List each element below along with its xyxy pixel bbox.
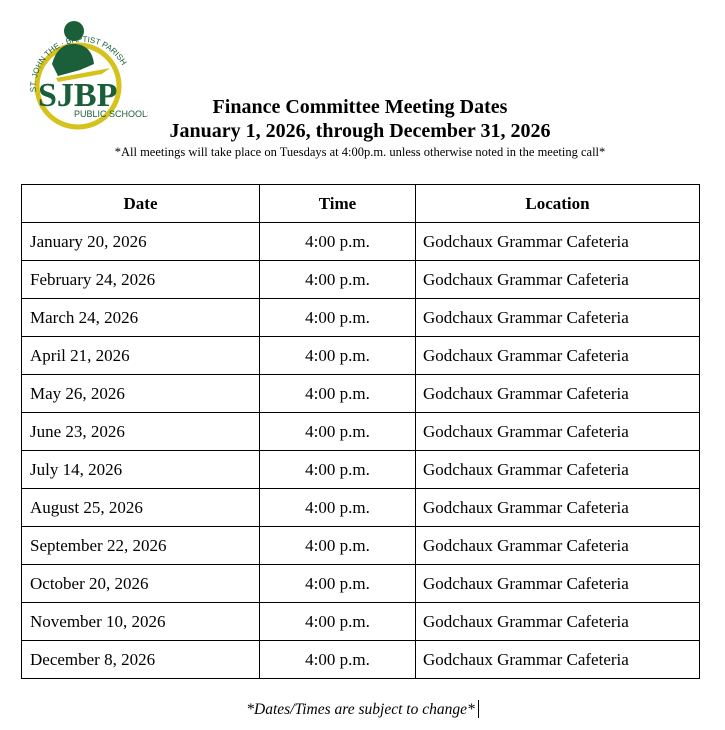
meeting-table — [21, 184, 700, 679]
time-cell: 4:00 p.m. — [260, 451, 416, 489]
time-cell: 4:00 p.m. — [260, 565, 416, 603]
date-range: January 1, 2026, through December 31, 2026 — [169, 120, 551, 142]
time-cell: 4:00 p.m. — [260, 413, 416, 451]
time-cell: 4:00 p.m. — [260, 261, 416, 299]
date-cell: January 20, 2026 — [22, 223, 260, 261]
table-row — [22, 489, 700, 527]
sjbp-logo — [18, 14, 148, 134]
time-cell: 4:00 p.m. — [260, 337, 416, 375]
location-cell: Godchaux Grammar Cafeteria — [416, 603, 700, 641]
time-cell: 4:00 p.m. — [260, 489, 416, 527]
date-cell: December 8, 2026 — [22, 641, 260, 679]
location-cell: Godchaux Grammar Cafeteria — [416, 527, 700, 565]
table-row — [22, 337, 700, 375]
location-cell: Godchaux Grammar Cafeteria — [416, 261, 700, 299]
time-cell: 4:00 p.m. — [260, 299, 416, 337]
location-cell: Godchaux Grammar Cafeteria — [416, 413, 700, 451]
time-cell: 4:00 p.m. — [260, 641, 416, 679]
table-row — [22, 603, 700, 641]
table-row — [22, 299, 700, 337]
location-cell: Godchaux Grammar Cafeteria — [416, 565, 700, 603]
time-cell: 4:00 p.m. — [260, 223, 416, 261]
time-cell: 4:00 p.m. — [260, 375, 416, 413]
table-row — [22, 451, 700, 489]
table-row — [22, 413, 700, 451]
svg-text:ST. JOHN THE · BAPTIST PARISH: ST. JOHN THE · BAPTIST PARISH — [28, 34, 129, 93]
table-row — [22, 375, 700, 413]
location-cell: Godchaux Grammar Cafeteria — [416, 337, 700, 375]
location-cell: Godchaux Grammar Cafeteria — [416, 375, 700, 413]
location-cell: Godchaux Grammar Cafeteria — [416, 223, 700, 261]
table-row — [22, 223, 700, 261]
date-cell: August 25, 2026 — [22, 489, 260, 527]
table-header — [22, 185, 700, 223]
date-cell: June 23, 2026 — [22, 413, 260, 451]
table-row — [22, 641, 700, 679]
table-row — [22, 527, 700, 565]
date-cell: September 22, 2026 — [22, 527, 260, 565]
meeting-note: *All meetings will take place on Tuesdays at 4:00p.m. unless otherwise noted in the meeting call* — [114, 145, 606, 159]
date-cell: April 21, 2026 — [22, 337, 260, 375]
location-cell: Godchaux Grammar Cafeteria — [416, 299, 700, 337]
column-date: Date — [22, 185, 260, 223]
svg-text:PUBLIC SCHOOLS: PUBLIC SCHOOLS — [74, 109, 148, 119]
footer-note — [0, 700, 725, 719]
time-cell: 4:00 p.m. — [260, 603, 416, 641]
document-title: Finance Committee Meeting Dates — [212, 96, 508, 118]
svg-text:SJBP: SJBP — [38, 77, 118, 114]
date-cell: May 26, 2026 — [22, 375, 260, 413]
location-cell: Godchaux Grammar Cafeteria — [416, 489, 700, 527]
date-cell: November 10, 2026 — [22, 603, 260, 641]
table-row — [22, 565, 700, 603]
column-time: Time — [260, 185, 416, 223]
text-cursor — [478, 700, 479, 718]
location-cell: Godchaux Grammar Cafeteria — [416, 451, 700, 489]
location-cell: Godchaux Grammar Cafeteria — [416, 641, 700, 679]
column-location: Location — [416, 185, 700, 223]
table-row — [22, 261, 700, 299]
date-cell: February 24, 2026 — [22, 261, 260, 299]
time-cell: 4:00 p.m. — [260, 527, 416, 565]
date-cell: October 20, 2026 — [22, 565, 260, 603]
date-cell: March 24, 2026 — [22, 299, 260, 337]
footer-note-text: *Dates/Times are subject to change* — [246, 701, 475, 718]
date-cell: July 14, 2026 — [22, 451, 260, 489]
